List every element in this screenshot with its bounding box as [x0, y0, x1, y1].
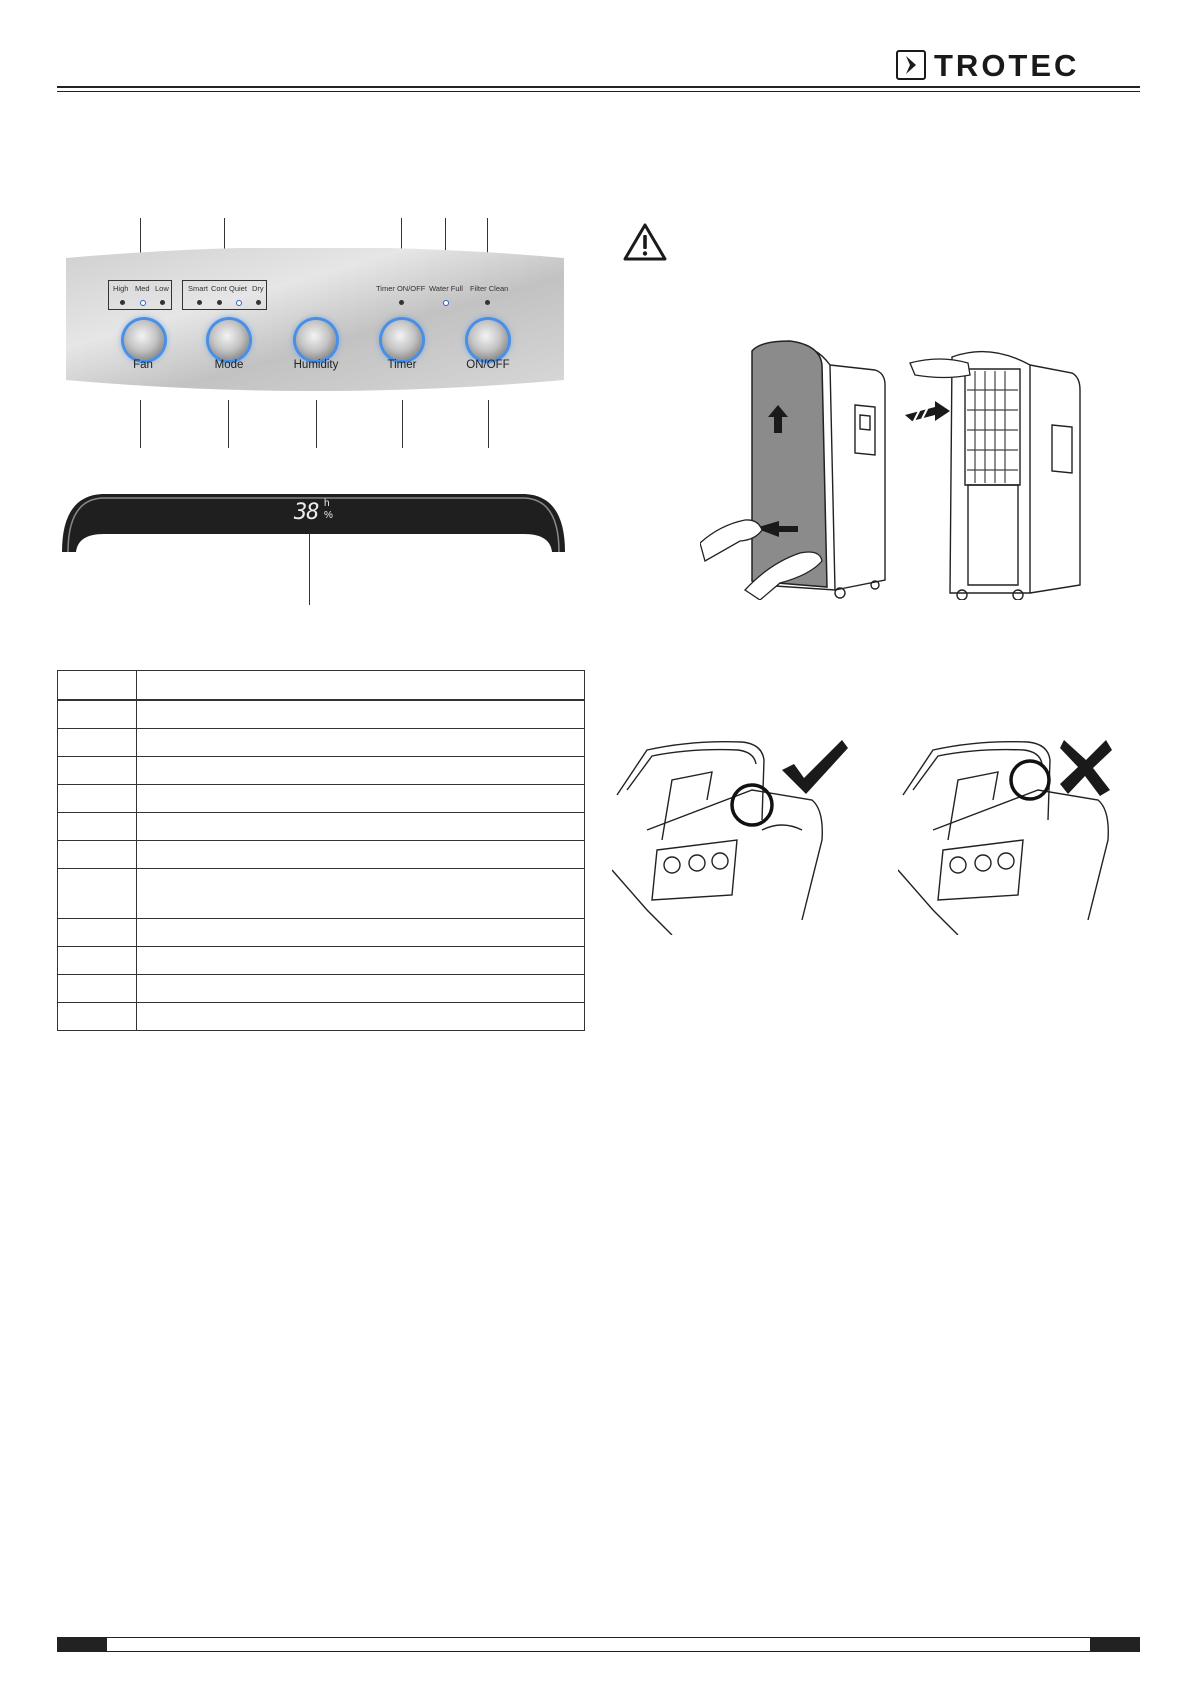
timer-status-label: Timer ON/OFF	[376, 284, 426, 293]
fan-speed-high-led	[120, 300, 125, 305]
table-row	[58, 975, 585, 1003]
mode-cont-label: Cont	[211, 284, 227, 293]
filter-clean-led	[485, 300, 490, 305]
callout-line	[140, 400, 141, 448]
fan-button[interactable]	[124, 320, 164, 360]
cross-mark-icon	[1060, 738, 1112, 796]
table-row	[58, 919, 585, 947]
mode-quiet-label: Quiet	[229, 284, 247, 293]
fan-speed-low-led	[160, 300, 165, 305]
table-row	[58, 1003, 585, 1031]
warning-triangle-icon	[622, 222, 668, 262]
footer-page-block-left	[57, 1637, 107, 1652]
fan-speed-low-label: Low	[155, 284, 169, 293]
callout-line	[309, 533, 310, 605]
callout-line	[402, 400, 403, 448]
mode-quiet-led	[236, 300, 242, 306]
callout-line	[316, 400, 317, 448]
display-readout	[294, 498, 333, 530]
callout-line	[228, 400, 229, 448]
mode-button[interactable]	[209, 320, 249, 360]
display-value: 38	[294, 500, 319, 525]
filter-clean-label: Filter Clean	[470, 284, 509, 293]
water-full-led	[443, 300, 449, 306]
table-row	[58, 841, 585, 869]
table-row	[58, 729, 585, 757]
table-row	[58, 785, 585, 813]
timer-button-label: Timer	[387, 359, 417, 371]
legend-table	[57, 670, 585, 1031]
table-row	[58, 700, 585, 729]
table-row	[58, 869, 585, 919]
fan-speed-med-label: Med	[135, 284, 150, 293]
table-row	[58, 813, 585, 841]
footer-page-block-right	[1090, 1637, 1140, 1652]
mode-smart-label: Smart	[188, 284, 209, 293]
display-unit-percent: %	[324, 510, 333, 521]
mode-cont-led	[217, 300, 222, 305]
table-header-row	[58, 671, 585, 701]
humidity-button-label: Humidity	[293, 359, 339, 371]
check-mark-icon	[780, 738, 850, 796]
mode-button-label: Mode	[214, 359, 244, 371]
on-off-button[interactable]	[468, 320, 508, 360]
control-panel-figure	[0, 0, 600, 620]
footer-bar	[57, 1637, 1140, 1652]
mode-dry-label: Dry	[252, 284, 264, 293]
fan-speed-high-label: High	[113, 284, 129, 293]
on-off-button-label: ON/OFF	[466, 359, 510, 371]
mode-smart-led	[197, 300, 202, 305]
chevron-right-icon	[896, 50, 926, 80]
fan-speed-med-led	[140, 300, 146, 306]
display-unit-hours: h	[324, 498, 330, 509]
brand-name: TROTEC	[934, 48, 1080, 83]
table-row	[58, 757, 585, 785]
filter-removal-illustration	[700, 335, 1100, 600]
water-full-label: Water Full	[429, 284, 463, 293]
fan-button-label: Fan	[133, 359, 153, 371]
table-row	[58, 947, 585, 975]
callout-line	[488, 400, 489, 448]
trotec-logo	[896, 48, 1141, 84]
humidity-button[interactable]	[296, 320, 336, 360]
timer-status-led	[399, 300, 404, 305]
timer-button[interactable]	[382, 320, 422, 360]
mode-dry-led	[256, 300, 261, 305]
